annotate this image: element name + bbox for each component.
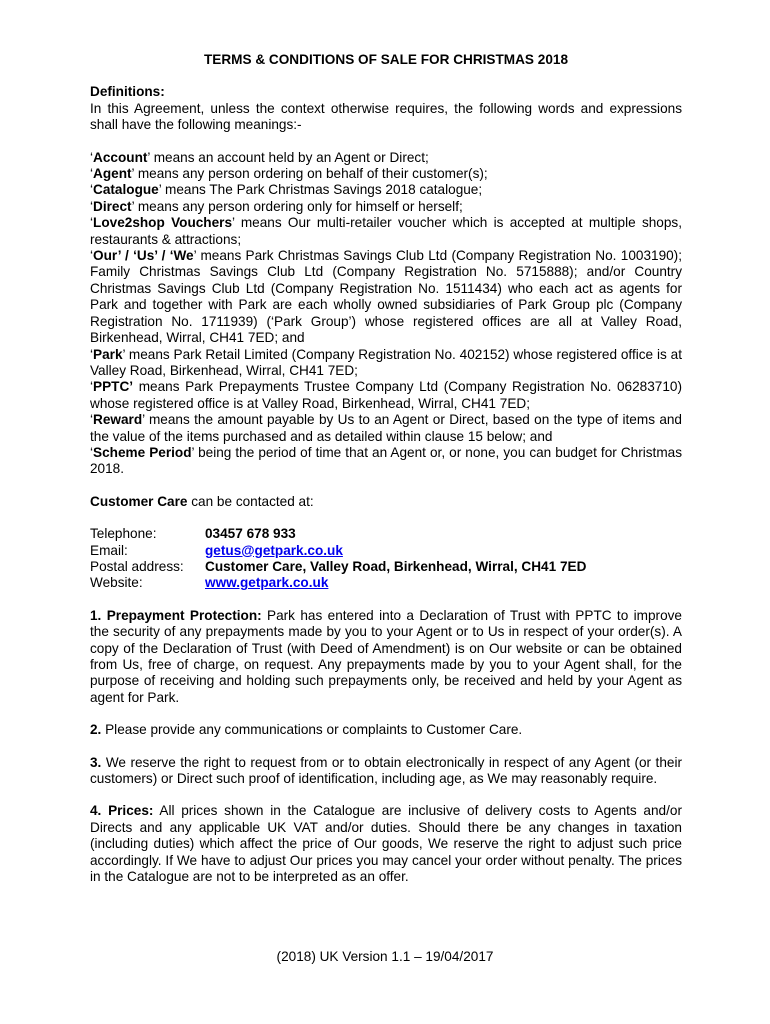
- definition-text: means The Park Christmas Savings 2018 catalogue;: [161, 182, 483, 198]
- customer-care-heading-rest: can be contacted at:: [187, 493, 314, 509]
- website-link[interactable]: www.getpark.co.uk: [205, 575, 329, 591]
- customer-care-heading: Customer Care: [90, 493, 188, 509]
- definition-text: means the amount payable by Us to an Agent or Direct, based on the type of items and the value of the items purchased and as detailed within clause 15 below; and: [90, 412, 682, 444]
- definition-term: Park: [93, 346, 123, 362]
- document-page: [90, 52, 682, 885]
- clause-4: [90, 803, 682, 885]
- definitions-list: [90, 150, 682, 478]
- definition-term: Reward: [93, 412, 143, 428]
- contact-row-telephone: [90, 526, 682, 542]
- definition-text: means any person ordering on behalf of their customer(s);: [134, 166, 488, 182]
- clause-heading: Prices:: [101, 803, 154, 819]
- definition-item: ‘Our’ / ‘Us’ / ‘We’ means Park Christmas Savings Club Ltd (Company Registration No. 1003190); Family Christmas Savings Club Ltd (Company Registration No. 5715888); and/or Country Christmas Savings Club Ltd (Company Registration No. 1511434) who each act as agents for Park and together with Park are each wholly owned subsidiaries of Park Group plc (Company Registration No. 1711939) (‘Park Group’) whose registered offices are all at Valley Road, Birkenhead, Wirral, CH41 7ED; and: [90, 248, 682, 346]
- definitions-heading: Definitions:: [90, 84, 165, 100]
- definition-term: Catalogue: [93, 182, 159, 198]
- definition-term: Account: [93, 149, 148, 165]
- definition-item: ‘Account’ means an account held by an Agent or Direct;: [90, 149, 429, 165]
- clause-text: We reserve the right to request from or to obtain electronically in respect of any Agent (or their customers) or Direct such proof of identification, including age, as We may reasonably require.: [90, 754, 682, 787]
- customer-care-intro: [90, 494, 682, 510]
- clause-text: Park has entered into a Declaration of Trust with PPTC to improve the security of any prepayments made by you to your Agent or to Us in respect of your order(s). A copy of the Declaration of Trust (with Deed of Amendment) is on Our website or can be obtained from Us, free of charge, on request. Any prepayments made by you to your Agent shall, for the purpose of receiving and holding such prepayments only, be received and held by your Agent as agent for Park.: [90, 607, 682, 705]
- definition-item: ‘Scheme Period’ being the period of time that an Agent or, or none, you can budget for Christmas 2018.: [90, 444, 683, 477]
- definition-item: ‘Direct’ means any person ordering only for himself or herself;: [90, 198, 463, 214]
- postal-address-value: Customer Care, Valley Road, Birkenhead, Wirral, CH41 7ED: [205, 558, 587, 574]
- definition-text: means any person ordering only for himself or herself;: [134, 198, 463, 214]
- definition-text: means an account held by an Agent or Direct;: [149, 149, 429, 165]
- clause-2: [90, 722, 682, 738]
- clause-text: All prices shown in the Catalogue are inclusive of delivery costs to Agents and/or Directs and any applicable UK VAT and/or duties. Should there be any changes in taxation (including duties) which affect the price of Our goods, We reserve the right to adjust such price accordingly. If We have to adjust Our prices you may cancel your order without penalty. The prices in the Catalogue are not to be interpreted as an offer.: [90, 803, 682, 885]
- contact-row-postal: [90, 559, 682, 575]
- contact-label: Postal address:: [90, 558, 184, 574]
- definition-item: ‘Park’ means Park Retail Limited (Company Registration No. 402152) whose registered office is at Valley Road, Birkenhead, Wirral, CH41 7ED;: [90, 346, 682, 378]
- email-link[interactable]: getus@getpark.co.uk: [205, 542, 343, 558]
- definition-item: ‘Catalogue’ means The Park Christmas Savings 2018 catalogue;: [90, 182, 483, 198]
- definition-term: Direct: [93, 198, 132, 214]
- contact-row-email: [90, 543, 682, 559]
- definition-term: Our’ / ‘Us’ / ‘We: [93, 248, 194, 264]
- definition-item: ‘Reward’ means the amount payable by Us to an Agent or Direct, based on the type of items and the value of the items purchased and as detailed within clause 15 below; and: [90, 412, 682, 444]
- contact-label: Email:: [90, 542, 128, 558]
- contact-row-website: [90, 575, 682, 591]
- definition-text: being the period of time that an Agent or, or none, you can budget for Christmas 2018.: [90, 444, 683, 477]
- clause-3: [90, 755, 682, 788]
- definition-term: PPTC’: [93, 379, 134, 395]
- definition-item: ‘Love2shop Vouchers’ means Our multi-retailer voucher which is accepted at multiple shops, restaurants & attractions;: [90, 215, 683, 247]
- definition-item: ‘PPTC’ means Park Prepayments Trustee Company Ltd (Company Registration No. 06283710) whose registered office is at Valley Road, Birkenhead, Wirral, CH41 7ED;: [90, 379, 682, 411]
- definition-term: Scheme Period: [93, 444, 192, 460]
- clause-text: Please provide any communications or complaints to Customer Care.: [101, 722, 523, 738]
- clause-1: [90, 608, 682, 706]
- clause-number: 2.: [90, 722, 102, 738]
- contact-label: Website:: [90, 575, 143, 591]
- telephone-value: 03457 678 933: [205, 526, 296, 542]
- clause-number: 1.: [90, 607, 102, 623]
- definition-text: means Our multi-retailer voucher which is accepted at multiple shops, restaurants & attractions;: [90, 215, 683, 247]
- definition-text: means Park Retail Limited (Company Registration No. 402152) whose registered office is at Valley Road, Birkenhead, Wirral, CH41 7ED;: [90, 346, 682, 378]
- definitions-intro: In this Agreement, unless the context otherwise requires, the following words and expressions shall have the following meanings:-: [90, 100, 682, 133]
- definition-term: Love2shop Vouchers: [93, 215, 233, 231]
- definition-text: means Park Christmas Savings Club Ltd (Company Registration No. 1003190); Family Christmas Savings Club Ltd (Company Registration No. 5715888); and/or Country Christmas Savings Club Ltd (Company Registration No. 1511434) who each act as agents for Park and together with Park are each wholly owned subsidiaries of Park Group plc (Company Registration No. 1711939) (‘Park Group’) whose registered offices are all at Valley Road, Birkenhead, Wirral, CH41 7ED; and: [90, 248, 682, 346]
- clause-number: 3.: [90, 754, 102, 770]
- definition-item: ‘Agent’ means any person ordering on behalf of their customer(s);: [90, 166, 488, 182]
- page-footer: (2018) UK Version 1.1 – 19/04/2017: [276, 949, 494, 964]
- clause-heading: Prepayment Protection:: [101, 607, 262, 623]
- document-title: TERMS & CONDITIONS OF SALE FOR CHRISTMAS 2018: [203, 52, 569, 67]
- definition-text: means Park Prepayments Trustee Company Ltd (Company Registration No. 06283710) whose registered office is at Valley Road, Birkenhead, Wirral, CH41 7ED;: [90, 379, 682, 411]
- definition-term: Agent: [93, 166, 132, 182]
- clause-number: 4.: [90, 803, 102, 819]
- contact-details: [90, 526, 682, 592]
- contact-label: Telephone:: [90, 526, 157, 542]
